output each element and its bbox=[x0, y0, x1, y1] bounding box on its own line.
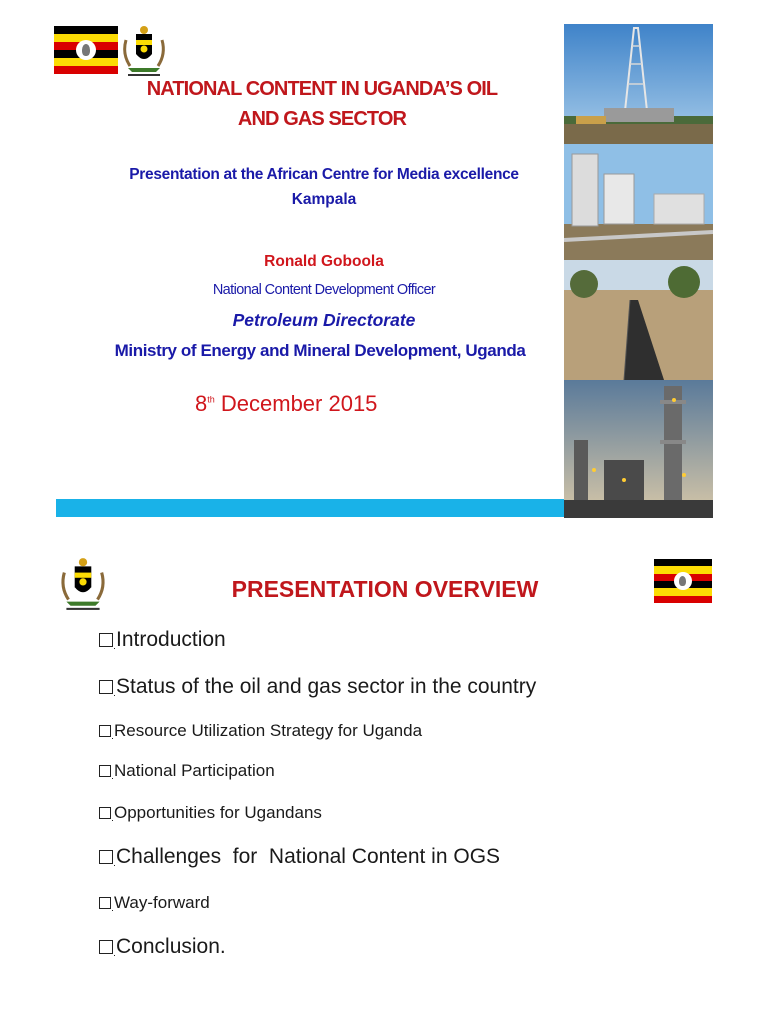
date-suffix: th bbox=[207, 394, 215, 405]
coat-of-arms-icon bbox=[120, 24, 168, 78]
date-day: 8 bbox=[195, 391, 208, 416]
presenter-name: Ronald Goboola bbox=[264, 253, 384, 270]
accent-bar bbox=[56, 499, 564, 517]
pipeline-photo bbox=[564, 260, 713, 380]
slide-title: NATIONAL CONTENT IN UGANDA’S OIL bbox=[146, 78, 498, 100]
checkbox-bullet-icon bbox=[99, 725, 111, 737]
checkbox-bullet-icon bbox=[99, 765, 111, 777]
list-item: National Participation bbox=[99, 761, 275, 781]
list-item: Challenges for National Content in OGS bbox=[99, 845, 500, 869]
uganda-flag-icon bbox=[54, 26, 118, 74]
uganda-flag-icon bbox=[654, 559, 712, 603]
checkbox-bullet-icon bbox=[99, 807, 111, 819]
checkbox-bullet-icon bbox=[99, 940, 113, 954]
list-item: Way-forward bbox=[99, 893, 210, 913]
checkbox-bullet-icon bbox=[99, 897, 111, 909]
presentation-date bbox=[195, 391, 377, 417]
checkbox-bullet-icon bbox=[99, 850, 113, 864]
overview-title: PRESENTATION OVERVIEW bbox=[231, 576, 539, 602]
drilling-rig-photo bbox=[564, 24, 713, 144]
slide-title-line2: AND GAS SECTOR bbox=[237, 108, 407, 130]
date-rest: December 2015 bbox=[214, 391, 378, 416]
ministry: Ministry of Energy and Mineral Development, Uganda bbox=[114, 341, 526, 360]
presentation-venue: Presentation at the African Centre for Media excellence bbox=[129, 166, 519, 183]
checkbox-bullet-icon bbox=[99, 633, 113, 647]
list-item: Opportunities for Ugandans bbox=[99, 803, 322, 823]
checkbox-bullet-icon bbox=[99, 680, 113, 694]
list-item: Introduction bbox=[99, 628, 226, 652]
refinery-photo bbox=[564, 380, 713, 518]
presenter-role: National Content Development Officer bbox=[212, 282, 436, 298]
list-item: Status of the oil and gas sector in the country bbox=[99, 675, 536, 699]
list-item: Conclusion. bbox=[99, 935, 226, 959]
directorate: Petroleum Directorate bbox=[232, 310, 416, 330]
list-item: Resource Utilization Strategy for Uganda bbox=[99, 721, 422, 741]
coat-of-arms-icon bbox=[58, 556, 108, 612]
processing-plant-photo bbox=[564, 144, 713, 260]
presentation-city: Kampala bbox=[291, 191, 357, 208]
